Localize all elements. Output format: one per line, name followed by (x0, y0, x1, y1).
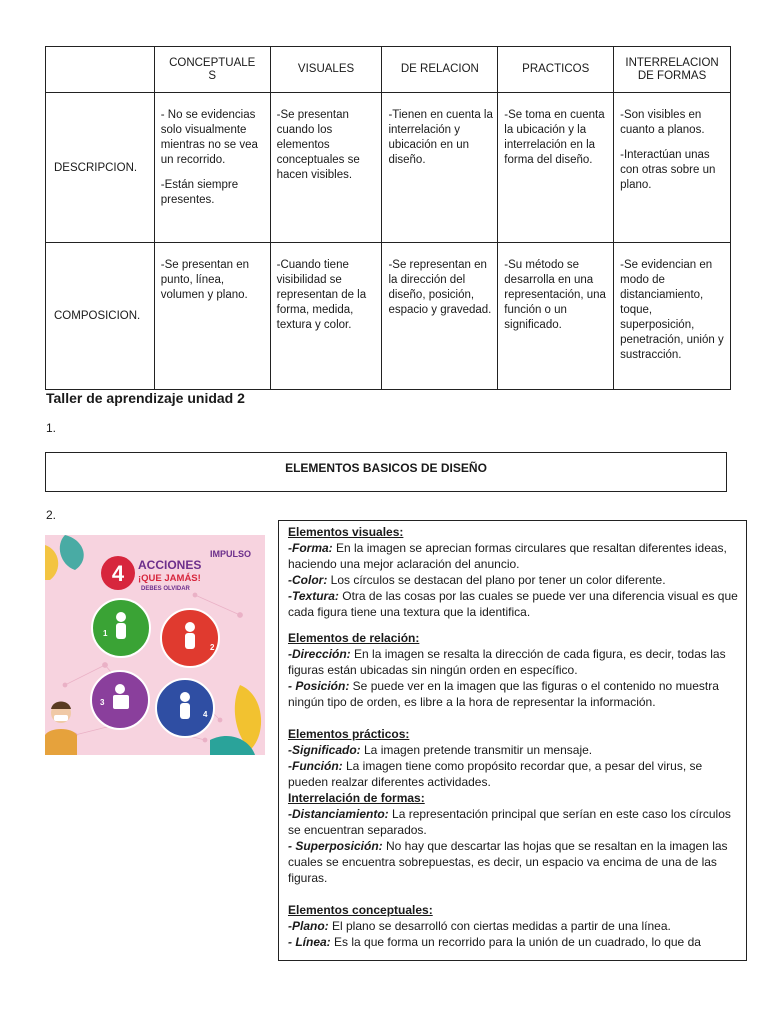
cell-paragraph: -Son visibles en cuanto a planos. (620, 109, 705, 136)
term-text: Otra de las cosas por las cuales se puede ver una diferencia visual es que cada figura tiene una textura que la identifica. (288, 589, 738, 619)
section-title-box: ELEMENTOS BASICOS DE DISEÑO (45, 452, 727, 492)
step-number: 1 (103, 629, 108, 638)
section-heading: Elementos conceptuales: (288, 903, 433, 917)
item-distanciamiento (288, 806, 738, 838)
table-row-descripcion (46, 93, 731, 243)
row-label: DESCRIPCION. (46, 93, 155, 243)
cell-paragraph: -Tienen en cuenta la interrelación y ubicación en un diseño. (388, 109, 493, 166)
term: - Superposición: (288, 839, 383, 853)
term: -Significado: (288, 743, 361, 757)
item-superposicion (288, 838, 738, 886)
term-text: En la imagen se resalta la dirección de cada figura, es decir, todas las figuras están ubicadas sin ningún orden en específico. (288, 647, 726, 677)
table-header-conceptuales (154, 47, 270, 93)
item-plano (288, 918, 738, 934)
term: -Forma: (288, 541, 333, 555)
poster-number: 4 (111, 561, 125, 586)
workshop-title: Taller de aprendizaje unidad 2 (46, 390, 245, 406)
term-text: El plano se desarrolló con ciertas medidas a partir de una línea. (328, 919, 671, 933)
table-header-row (46, 47, 731, 93)
table-cell (270, 243, 382, 390)
table-cell (382, 243, 498, 390)
section-conceptual-elements (288, 902, 738, 950)
cell-paragraph: -Se presentan cuando los elementos conceptuales se hacen visibles. (276, 109, 360, 181)
section-visual-elements (288, 524, 738, 620)
table-cell (498, 243, 614, 390)
section-heading: Elementos de relación: (288, 631, 420, 645)
section-heading: Interrelación de formas: (288, 791, 425, 805)
table-header-practicos (498, 47, 614, 93)
item-linea (288, 934, 738, 950)
term-text: En la imagen se aprecian formas circulares que resaltan diferentes ideas, haciendo una mejor aclaración del anuncio. (288, 541, 727, 571)
table-cell (614, 243, 731, 390)
table-header-interrelacion (614, 47, 731, 93)
design-elements-table (45, 46, 731, 390)
item-posicion (288, 678, 738, 710)
term: -Textura: (288, 589, 339, 603)
table-header-de-relacion (382, 47, 498, 93)
cell-paragraph: -Se representan en la dirección del diseño, posición, espacio y gravedad. (388, 259, 492, 316)
term-text: La imagen tiene como propósito recordar que, a pesar del virus, se pueden realzar diferentes actividades. (288, 759, 703, 789)
table-row-composicion (46, 243, 731, 390)
term: -Función: (288, 759, 343, 773)
term: -Color: (288, 573, 328, 587)
item-number-1: 1. (46, 421, 57, 435)
table-header-visuales (270, 47, 382, 93)
section-form-interrelation (288, 790, 738, 886)
section-relation-elements (288, 630, 738, 710)
cell-paragraph: -Interactúan unas con otras sobre un plano. (620, 149, 716, 191)
term-text: No hay que descartar las hojas que se resaltan en la imagen las cuales se encuentra sobrepuestas, es decir, un espacio va encima de una de las figuras. (288, 839, 728, 885)
cell-paragraph: -Cuando tiene visibilidad se representan de la forma, medida, textura y color. (276, 259, 367, 331)
step-number: 4 (203, 710, 208, 719)
section-heading: Elementos prácticos: (288, 727, 410, 741)
item-forma (288, 540, 738, 572)
poster-line1: ACCIONES (138, 558, 202, 572)
table-cell (270, 93, 382, 243)
header-label: PRACTICOS (522, 63, 590, 75)
table-cell (154, 243, 270, 390)
term: - Posición: (288, 679, 350, 693)
table-cell (498, 93, 614, 243)
header-label: CONCEPTUALE S (169, 56, 256, 82)
item-textura (288, 588, 738, 620)
term-text: Es la que forma un recorrido para la unión de un cuadrado, lo que da (330, 935, 701, 949)
table-cell (154, 93, 270, 243)
cell-paragraph: -Su método se desarrolla en una representación, una función o un significado. (504, 259, 606, 331)
cell-paragraph: -Se toma en cuenta la ubicación y la interrelación en la forma del diseño. (504, 109, 605, 166)
poster-line3: DEBES OLVIDAR (141, 586, 190, 592)
row-label: COMPOSICION. (46, 243, 155, 390)
section-practical-elements (288, 726, 738, 790)
poster-brand: IMPULSO (210, 549, 252, 559)
cell-paragraph: -Se presentan en punto, línea, volumen y plano. (160, 259, 250, 301)
item-color (288, 572, 738, 588)
header-label: VISUALES (297, 63, 355, 75)
actions-poster-image (45, 535, 265, 755)
term: -Plano: (288, 919, 329, 933)
design-elements-analysis-box (278, 520, 747, 961)
header-label: INTERRELACION DE FORMAS (625, 56, 719, 82)
poster-line2: ¡QUE JAMÁS! (138, 573, 201, 584)
term-text: La representación principal que serían en este caso los círculos se encuentran separados. (288, 807, 731, 837)
header-label: DE RELACION (400, 63, 479, 75)
table-header-empty (46, 47, 155, 93)
term: -Distanciamiento: (288, 807, 389, 821)
term-text: Los círculos se destacan del plano por tener un color diferente. (327, 573, 666, 587)
section-heading: Elementos visuales: (288, 525, 404, 539)
step-number: 3 (100, 698, 105, 707)
item-direccion (288, 646, 738, 678)
item-funcion (288, 758, 738, 790)
cell-paragraph: -Están siempre presentes. (160, 179, 239, 206)
term-text: Se puede ver en la imagen que las figuras o el contenido no muestra ningún tipo de orden, es libre a la hora de representar la información. (288, 679, 719, 709)
table-cell (614, 93, 731, 243)
term-text: La imagen pretende transmitir un mensaje. (360, 743, 593, 757)
step-number: 2 (210, 643, 215, 652)
table-cell (382, 93, 498, 243)
item-significado (288, 742, 738, 758)
cell-paragraph: -Se evidencian en modo de distanciamiento, toque, superposición, penetración, unión y sustracción. (620, 259, 724, 361)
term: - Línea: (288, 935, 331, 949)
cell-paragraph: - No se evidencias solo visualmente mientras no se vea un recorrido. (160, 109, 258, 166)
term: -Dirección: (288, 647, 351, 661)
item-number-2: 2. (46, 508, 57, 522)
